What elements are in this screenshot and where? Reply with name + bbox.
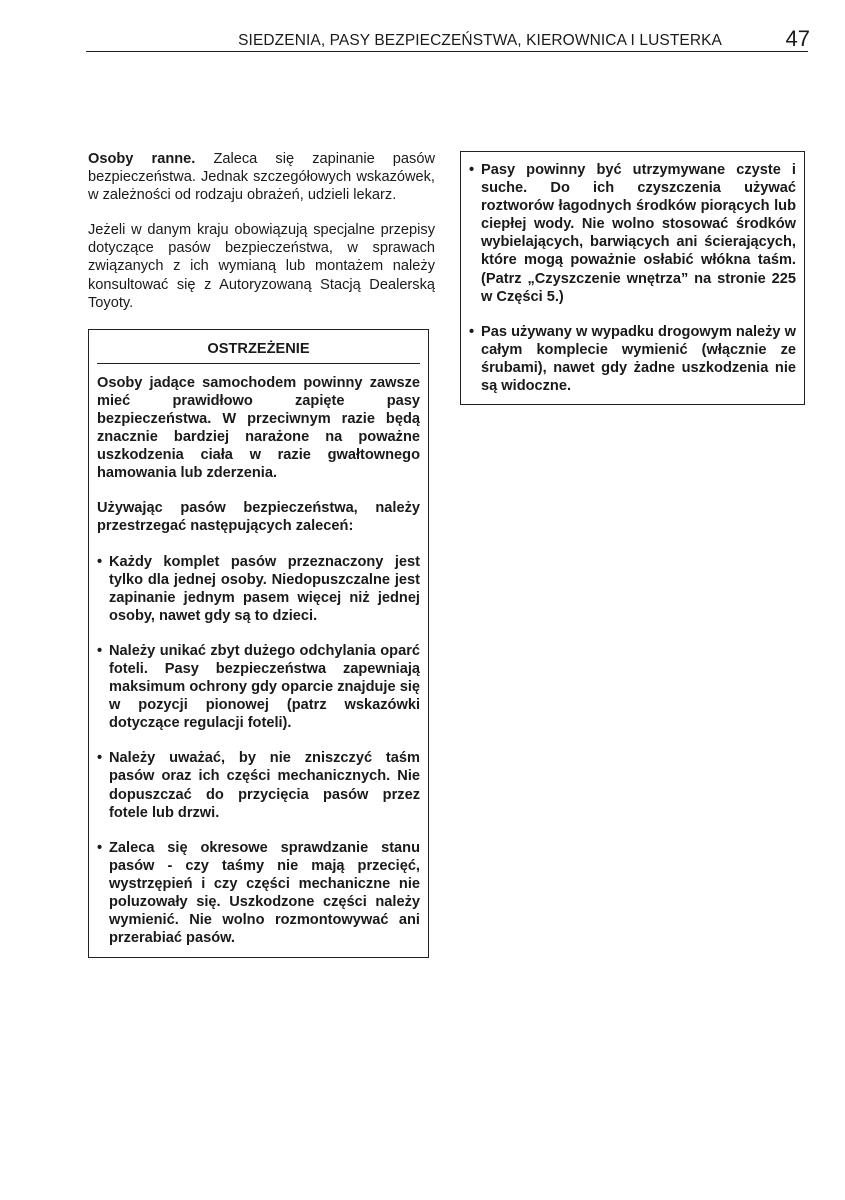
warning-bullet-text: Należy uważać, by nie zniszczyć taśm pasów oraz ich części mechanicznych. Nie dopuszczać do przycięcia pasów przez fotele lub drzwi. <box>109 750 420 821</box>
warning-bullet-text: Zaleca się okresowe sprawdzanie stanu pasów - czy taśmy nie mają przecięć, wystrzępień i czy części mechaniczne nie poluzowały się. Uszkodzone części należy wymienić. Nie wolno rozmontowywać ani przerabiać pasów. <box>109 839 420 947</box>
warning-bullet-text: Należy unikać zbyt dużego odchylania oparć foteli. Pasy bezpieczeństwa zapewniają maksimum ochrony gdy oparcie znajduje się w pozycji pionowej (patrz wskazówki dotyczące regulacji foteli). <box>109 642 420 732</box>
warning-bullet-item <box>97 749 420 821</box>
bullet-icon: • <box>469 323 475 340</box>
care-bullet-text: Pasy powinny być utrzymywane czyste i suche. Do ich czyszczenia używać roztworów łagodnych środków piorących lub ciepłej wody. Nie wolno stosować środków wybielających, barwiących ani ścierających, które mogą poważnie osłabić włókna taśm. (Patrz „Czyszczenie wnętrza” na stronie 225 w Części 5.) <box>481 162 796 305</box>
page-number: 47 <box>785 26 810 51</box>
warning-title: OSTRZEŻENIE <box>97 330 420 364</box>
right-column <box>460 151 804 405</box>
warning-paragraph-2: Używając pasów bezpieczeństwa, należy przestrzegać następujących zaleceń: <box>97 500 420 535</box>
warning-paragraph-1: Osoby jadące samochodem powinny zawsze mieć prawidłowo zapięte pasy bezpieczeństwa. W przeciwnym razie będą znacznie bardziej narażone na poważne uszkodzenia ciała w razie gwałtownego hamowania lub zderzenia. <box>97 374 420 482</box>
warning-bullet-text: Każdy komplet pasów przeznaczony jest tylko dla jednej osoby. Niedopuszczalne jest zapinanie jednym pasem więcej niż jednej osoby, nawet gdy są to dzieci. <box>109 553 420 624</box>
care-bullet-text: Pas używany w wypadku drogowym należy w całym komplecie wymienić (włącznie ze śrubami), nawet gdy żadne uszkodzenia nie są widoczne. <box>481 323 796 395</box>
left-column <box>88 150 435 958</box>
injured-persons-paragraph <box>88 150 435 204</box>
injured-persons-lead: Osoby ranne. <box>88 151 196 167</box>
care-bullet-item <box>469 161 796 306</box>
injured-persons-text: Zaleca się zapinanie pasów bezpieczeństwa. Jednak szczegółowych wskazówek, w zależności od rodzaju obrażeń, udzieli lekarz. <box>88 151 435 204</box>
bullet-icon: • <box>97 750 103 767</box>
bullet-icon: • <box>97 839 103 856</box>
care-bullet-item <box>469 323 796 395</box>
warning-box <box>88 329 429 959</box>
warning-bullet-item <box>97 553 420 625</box>
bullet-icon: • <box>97 553 103 570</box>
warning-bullet-list <box>97 553 420 948</box>
bullet-icon: • <box>469 162 475 178</box>
warning-bullet-item <box>97 839 420 948</box>
care-bullet-list <box>469 161 796 395</box>
warning-bullet-item <box>97 642 420 732</box>
header-rule <box>86 51 808 52</box>
header-title: SIEDZENIA, PASY BEZPIECZEŃSTWA, KIEROWNICA I LUSTERKA <box>238 32 722 49</box>
special-regulations-paragraph: Jeżeli w danym kraju obowiązują specjalne przepisy dotyczące pasów bezpieczeństwa, w sprawach związanych z ich wymianą lub montażem należy konsultować się z Autoryzowaną Stacją Dealerską Toyoty. <box>88 222 435 311</box>
belt-care-box <box>460 151 805 405</box>
bullet-icon: • <box>97 642 103 659</box>
